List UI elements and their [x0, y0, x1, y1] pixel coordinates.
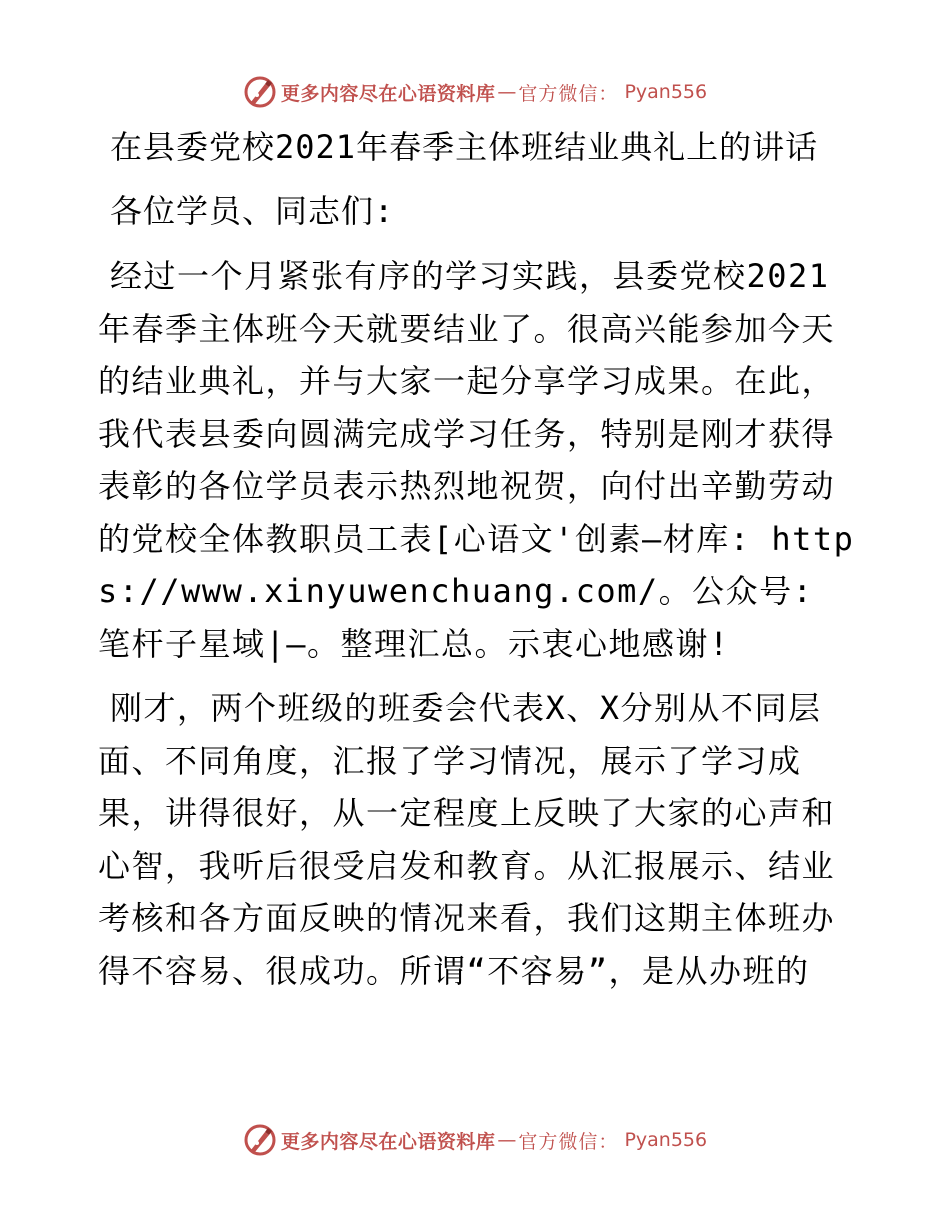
- banner-wechat-label: 官方微信：: [518, 1130, 619, 1153]
- pen-logo-icon: [243, 1123, 277, 1157]
- banner-wechat-label: 官方微信：: [518, 82, 619, 105]
- banner-dash: —: [497, 1129, 517, 1151]
- paragraph-1: 经过一个月紧张有序的学习实践，县委党校2021年春季主体班今天就要结业了。很高兴能参加今天的结业典礼，并与大家一起分享学习成果。在此，我代表县委向圆满完成学习任务，特别是刚才获得表彰的各位学员表示热烈地祝贺，向付出辛勤劳动的党校全体教职员工表[心语文'创素—材库: https://www.xinyuwenchuang.com/。公众号: 笔杆子星域|—。整理汇总。示衷心地感谢!: [98, 257, 855, 663]
- footer-banner: [0, 1120, 950, 1160]
- banner-wechat-id: Pyan556: [624, 81, 708, 103]
- banner-main-text: 更多内容尽在心语资料库: [280, 1130, 496, 1153]
- greeting: 各位学员、同志们:: [110, 192, 395, 230]
- banner-wechat-id: Pyan556: [624, 1129, 708, 1151]
- pen-logo-icon: [243, 75, 277, 109]
- banner-main-text: 更多内容尽在心语资料库: [280, 82, 496, 105]
- header-banner: [0, 72, 950, 112]
- banner-dash: —: [497, 81, 517, 103]
- document-body: [98, 122, 858, 1009]
- paragraph-2: 刚才，两个班级的班委会代表X、X分别从不同层面、不同角度，汇报了学习情况，展示了学习成果，讲得很好，从一定程度上反映了大家的心声和心智，我听后很受启发和教育。从汇报展示、结业考核和各方面反映的情况来看，我们这期主体班办得不容易、很成功。所谓“不容易”，是从办班的: [98, 689, 836, 990]
- document-title: 在县委党校2021年春季主体班结业典礼上的讲话: [110, 128, 819, 166]
